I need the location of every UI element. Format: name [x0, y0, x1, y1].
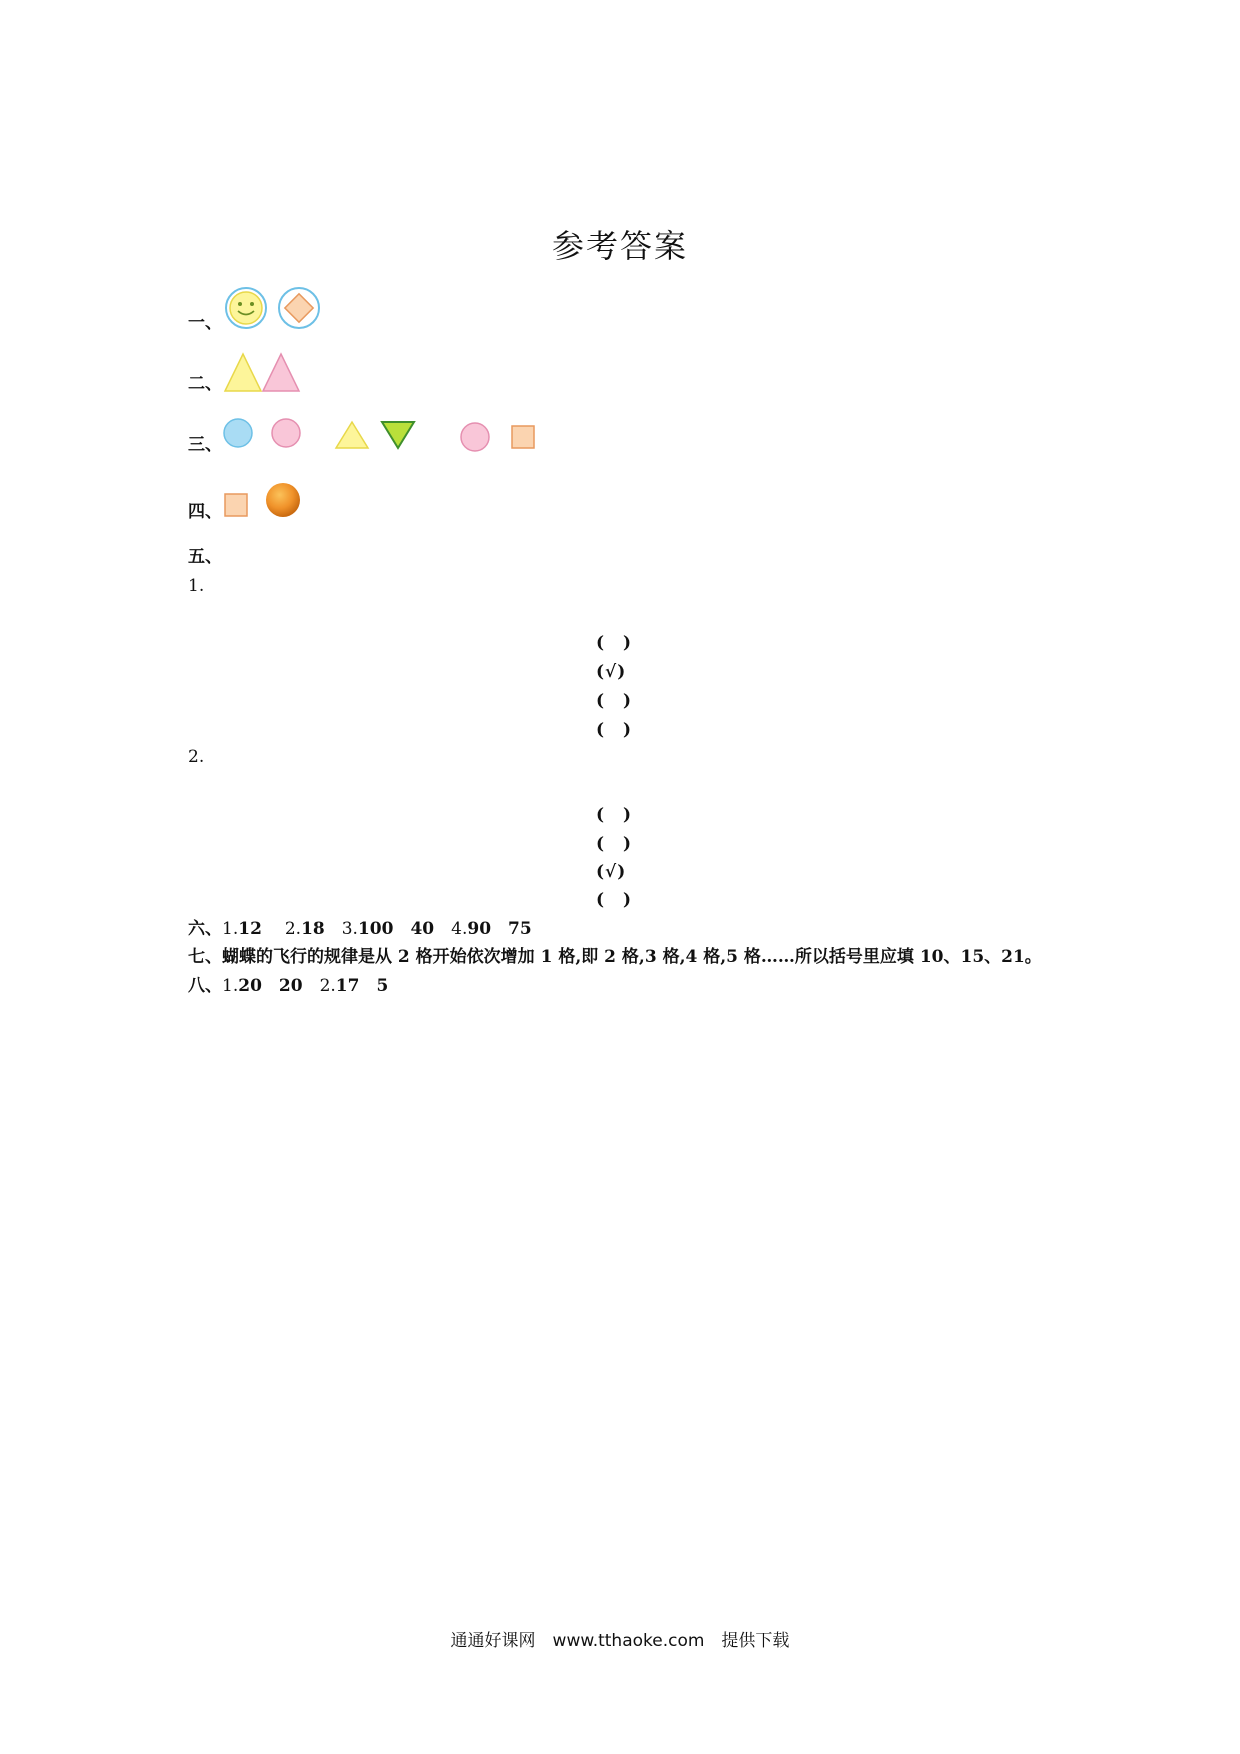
s8-a-answer: 20 20	[238, 976, 303, 996]
s8-a-index: 1.	[222, 976, 239, 996]
section-1-label: 一、	[188, 313, 222, 333]
pink-circle-icon	[272, 419, 300, 447]
q2-option-4: ( )	[596, 890, 633, 910]
section-8-line	[188, 975, 388, 997]
section-3-label: 三、	[188, 435, 222, 455]
section-3-shapes	[222, 414, 542, 454]
section-2-shapes	[222, 350, 312, 394]
diamond-in-circle-icon	[279, 288, 319, 328]
s6-c-answer: 100 40	[357, 919, 435, 939]
q1-option-2: (√)	[596, 662, 627, 682]
s6-b-index: 2.	[284, 919, 302, 939]
section-7-label: 七、	[188, 947, 222, 967]
section-7-line	[188, 946, 1042, 968]
blue-circle-icon	[224, 419, 252, 447]
s6-a-index: 1.	[222, 919, 239, 939]
yellow-triangle-icon	[225, 354, 261, 391]
pink-circle-icon	[461, 423, 489, 451]
section-5-q1-label: 1.	[188, 576, 205, 596]
section-5-q2-label: 2.	[188, 747, 205, 767]
s8-b-answer: 17 5	[335, 976, 389, 996]
section-2-label: 二、	[188, 374, 222, 394]
pink-triangle-icon	[263, 354, 299, 391]
footer-source: 通通好课网 www.tthaoke.com 提供下载	[450, 1631, 790, 1651]
q2-option-2: ( )	[596, 834, 633, 854]
s6-c-index: 3.	[341, 919, 358, 939]
q1-option-3: ( )	[596, 691, 633, 711]
s6-d-index: 4.	[451, 919, 468, 939]
q2-option-1: ( )	[596, 805, 633, 825]
section-6-line	[188, 918, 532, 940]
section-4-label: 四、	[188, 502, 222, 522]
orange-ball-icon	[266, 483, 300, 517]
q1-option-1: ( )	[596, 633, 633, 653]
s6-b-answer: 18	[301, 919, 325, 939]
peach-square-icon	[225, 494, 247, 516]
yellow-triangle-icon	[336, 422, 368, 448]
q1-option-4: ( )	[596, 720, 633, 740]
green-inverted-triangle-icon	[382, 422, 414, 448]
peach-square-icon	[512, 426, 534, 448]
q2-option-3: (√)	[596, 862, 627, 882]
s8-b-index: 2.	[319, 976, 336, 996]
s6-a-answer: 12	[238, 919, 262, 939]
smiley-face-icon	[226, 288, 266, 328]
section-1-shapes	[224, 284, 324, 332]
section-7-text: 蝴蝶的飞行的规律是从 2 格开始依次增加 1 格,即 2 格,3 格,4 格,5 格……所以括号里应填 10、15、21。	[222, 947, 1042, 967]
section-8-label: 八、	[188, 976, 222, 996]
s6-d-answer: 90 75	[467, 919, 532, 939]
section-4-shapes	[222, 480, 312, 524]
page-title: 参考答案	[551, 227, 688, 265]
section-5-label: 五、	[188, 547, 222, 567]
section-6-label: 六、	[188, 919, 222, 939]
